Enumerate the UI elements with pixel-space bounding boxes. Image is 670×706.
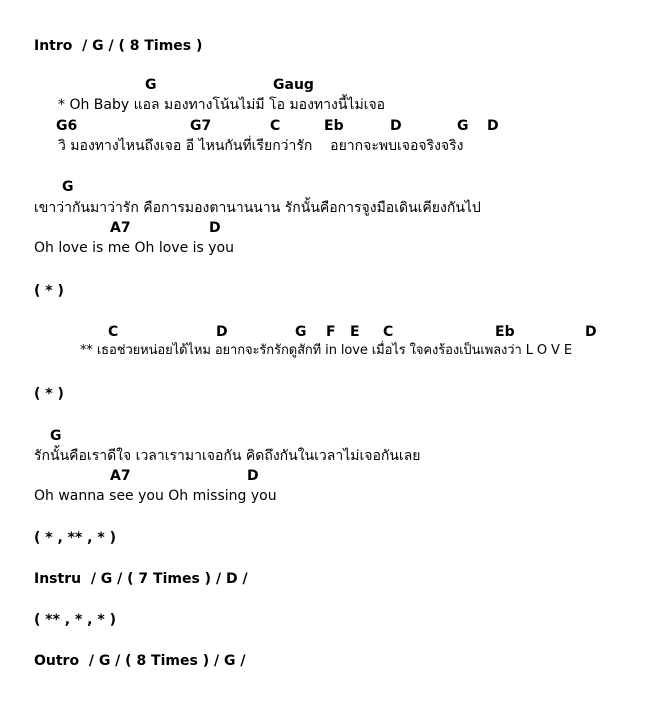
outro-line: Outro / G / ( 8 Times ) / G / [34,653,246,669]
repeat-marker: ( * , ** , * ) [34,530,116,546]
repeat-marker: ( * ) [34,386,64,402]
chord: A7 [110,468,131,484]
lyric-line: วิ มองทางไหนถึงเจอ อี ไหนกันที่เรียกว่ารัก อยากจะพบเจอจริงจริง [58,138,464,154]
chord: C [383,324,394,340]
chord: D [209,220,221,236]
lyric-line: เขาว่ากันมาว่ารัก คือการมองตานานนาน รักนั้นคือการจูงมือเดินเคียงกันไป [34,200,481,216]
chord: G7 [190,118,212,134]
chord: G6 [56,118,78,134]
chord: A7 [110,220,131,236]
chord: C [108,324,119,340]
chord: G [457,118,469,134]
chord: D [390,118,402,134]
intro-line: Intro / G / ( 8 Times ) [34,38,203,54]
chord: F [326,324,336,340]
repeat-marker: ( ** , * , * ) [34,612,116,628]
chord: C [270,118,281,134]
chord: G [295,324,307,340]
chord: G [50,428,62,444]
lyric-line: Oh wanna see you Oh missing you [34,488,277,504]
chord: G [145,77,157,93]
chord: D [216,324,228,340]
chord: G [62,179,74,195]
chord: D [487,118,499,134]
lyric-line: รักนั้นคือเราดีใจ เวลาเรามาเจอกัน คิดถึงกันในเวลาไม่เจอกันเลย [34,448,421,464]
chord: Gaug [273,77,314,93]
repeat-marker: ( * ) [34,283,64,299]
chord: Eb [495,324,515,340]
chord: D [585,324,597,340]
lyric-line: * Oh Baby แอล มองทางโน้นไม่มี โอ มองทางนี้ไม่เจอ [58,97,386,113]
instru-line: Instru / G / ( 7 Times ) / D / [34,571,248,587]
lyric-line: Oh love is me Oh love is you [34,240,234,256]
lyric-line: ** เธอช่วยหน่อยได้ไหม อยากจะรักรักดูสักที in love เมื่อไร ใจคงร้องเป็นเพลงว่า L O V E [80,343,572,358]
chord: E [350,324,360,340]
chord: D [247,468,259,484]
chord: Eb [324,118,344,134]
